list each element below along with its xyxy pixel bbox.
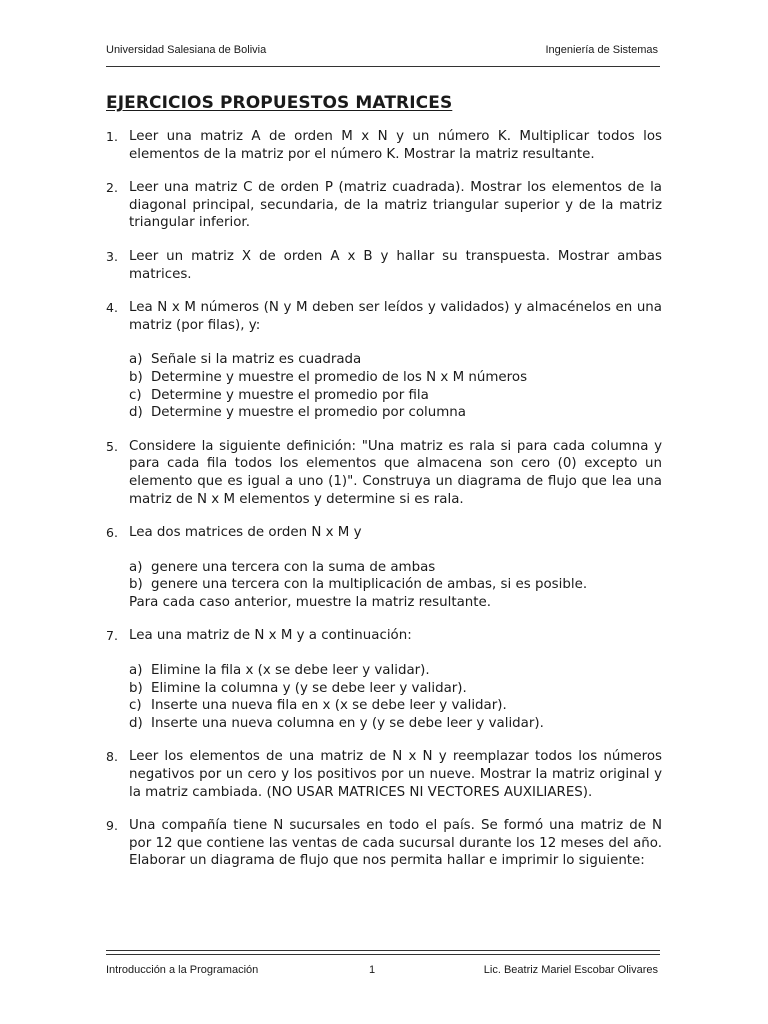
header-divider: [106, 66, 660, 67]
footer-author: Lic. Beatriz Mariel Escobar Olivares: [483, 964, 658, 976]
sub-item-letter: b): [129, 577, 143, 593]
exercise-number: 4.: [106, 300, 118, 316]
sub-list: [129, 559, 662, 594]
sub-item: [129, 559, 662, 577]
exercise-number: 1.: [106, 129, 118, 144]
sub-item-text: Determine y muestre el promedio de los N x M números: [151, 369, 528, 385]
sub-item-letter: c): [129, 698, 142, 714]
page-footer: [106, 964, 658, 978]
sub-item-text: Señale si la matriz es cuadrada: [151, 352, 362, 368]
exercise-item: [106, 627, 662, 732]
exercise-item: [106, 438, 662, 508]
sub-item-text: Determine y muestre el promedio por columna: [151, 405, 466, 421]
sub-item-letter: d): [129, 715, 143, 731]
sub-item: [129, 576, 662, 594]
sub-item: [129, 662, 662, 680]
footer-course: Introducción a la Programación: [106, 964, 259, 976]
exercise-text: Leer los elementos de una matriz de N x N y reemplazar todos los números negativos por un cero y los positivos por un nueve. Mostrar la matriz original y la matriz cambiada. (NO USAR MATRICES NI VECTORES AUXILIARES).: [129, 749, 662, 800]
sub-list: [129, 662, 662, 732]
exercise-number: 9.: [106, 818, 118, 834]
sub-item-letter: a): [129, 559, 143, 575]
sub-item: [129, 715, 662, 733]
sub-item-letter: a): [129, 663, 143, 679]
sub-item-text: Inserte una nueva fila en x (x se debe leer y validar).: [151, 698, 507, 714]
sub-item-text: Elimine la columna y (y se debe leer y validar).: [151, 680, 467, 696]
exercise-text: Leer una matriz C de orden P (matriz cuadrada). Mostrar los elementos de la diagonal principal, secundaria, de la matriz triangular superior y de la matriz triangular inferior.: [129, 180, 662, 231]
exercise-number: 3.: [106, 248, 118, 264]
sub-item-text: Inserte una nueva columna en y (y se debe leer y validar).: [151, 715, 544, 731]
exercise-text: Leer un matriz X de orden A x B y hallar su transpuesta. Mostrar ambas matrices.: [129, 248, 662, 282]
exercise-item: [106, 248, 662, 283]
exercise-number: 5.: [106, 438, 118, 454]
exercise-text: Leer una matriz A de orden M x N y un número K. Multiplicar todos los elementos de la matriz por el número K. Mostrar la matriz resultante.: [129, 129, 662, 162]
exercise-text: Una compañía tiene N sucursales en todo el país. Se formó una matriz de N por 12 que contiene las ventas de cada sucursal durante los 12 meses del año. Elaborar un diagrama de flujo que nos permita hallar e imprimir lo siguiente:: [129, 818, 662, 869]
page-header: [106, 44, 658, 56]
header-department: Ingeniería de Sistemas: [545, 44, 658, 56]
page-number: 1: [369, 964, 376, 976]
sub-item: [129, 351, 662, 369]
exercise-note: Para cada caso anterior, muestre la matriz resultante.: [129, 594, 492, 610]
sub-item-text: Determine y muestre el promedio por fila: [151, 387, 429, 403]
exercise-text: Lea N x M números (N y M deben ser leídos y validados) y almacénelos en una matriz (por filas), y:: [129, 300, 662, 333]
sub-item-letter: d): [129, 405, 143, 421]
sub-item: [129, 680, 662, 698]
exercise-text: Considere la siguiente definición: "Una matriz es rala si para cada columna y para cada fila todos los elementos que almacena son cero (0) excepto un elemento que es igual a uno (1)". Construya un diagrama de flujo que lea una matriz de N x M elementos y determine si es rala.: [129, 438, 662, 507]
document-title: EJERCICIOS PROPUESTOS MATRICES: [106, 93, 453, 113]
exercise-item: [106, 524, 662, 611]
exercise-text: Lea dos matrices de orden N x M y: [129, 525, 362, 541]
sub-item-letter: b): [129, 680, 143, 696]
exercise-number: 2.: [106, 180, 118, 196]
header-institution: Universidad Salesiana de Bolivia: [106, 44, 267, 56]
exercise-number: 7.: [106, 628, 118, 644]
sub-item: [129, 404, 662, 422]
exercise-item: [106, 299, 662, 422]
exercise-number: 6.: [106, 525, 118, 541]
sub-item-text: genere una tercera con la multiplicación de ambas, si es posible.: [151, 577, 588, 593]
exercise-item: [106, 179, 662, 232]
sub-item-text: genere una tercera con la suma de ambas: [151, 559, 436, 575]
footer-divider: [106, 954, 660, 955]
exercise-text: Lea una matriz de N x M y a continuación:: [129, 628, 412, 644]
sub-item: [129, 697, 662, 715]
exercise-item: [106, 817, 662, 870]
sub-list: [129, 351, 662, 421]
sub-item-letter: c): [129, 387, 142, 403]
exercise-item: [106, 128, 662, 163]
sub-item: [129, 369, 662, 387]
exercise-list: [106, 128, 662, 886]
sub-item-letter: a): [129, 352, 143, 368]
exercise-number: 8.: [106, 749, 118, 765]
sub-item: [129, 387, 662, 405]
sub-item-letter: b): [129, 369, 143, 385]
sub-item-text: Elimine la fila x (x se debe leer y validar).: [151, 663, 430, 679]
footer-divider: [106, 950, 660, 951]
exercise-item: [106, 748, 662, 801]
